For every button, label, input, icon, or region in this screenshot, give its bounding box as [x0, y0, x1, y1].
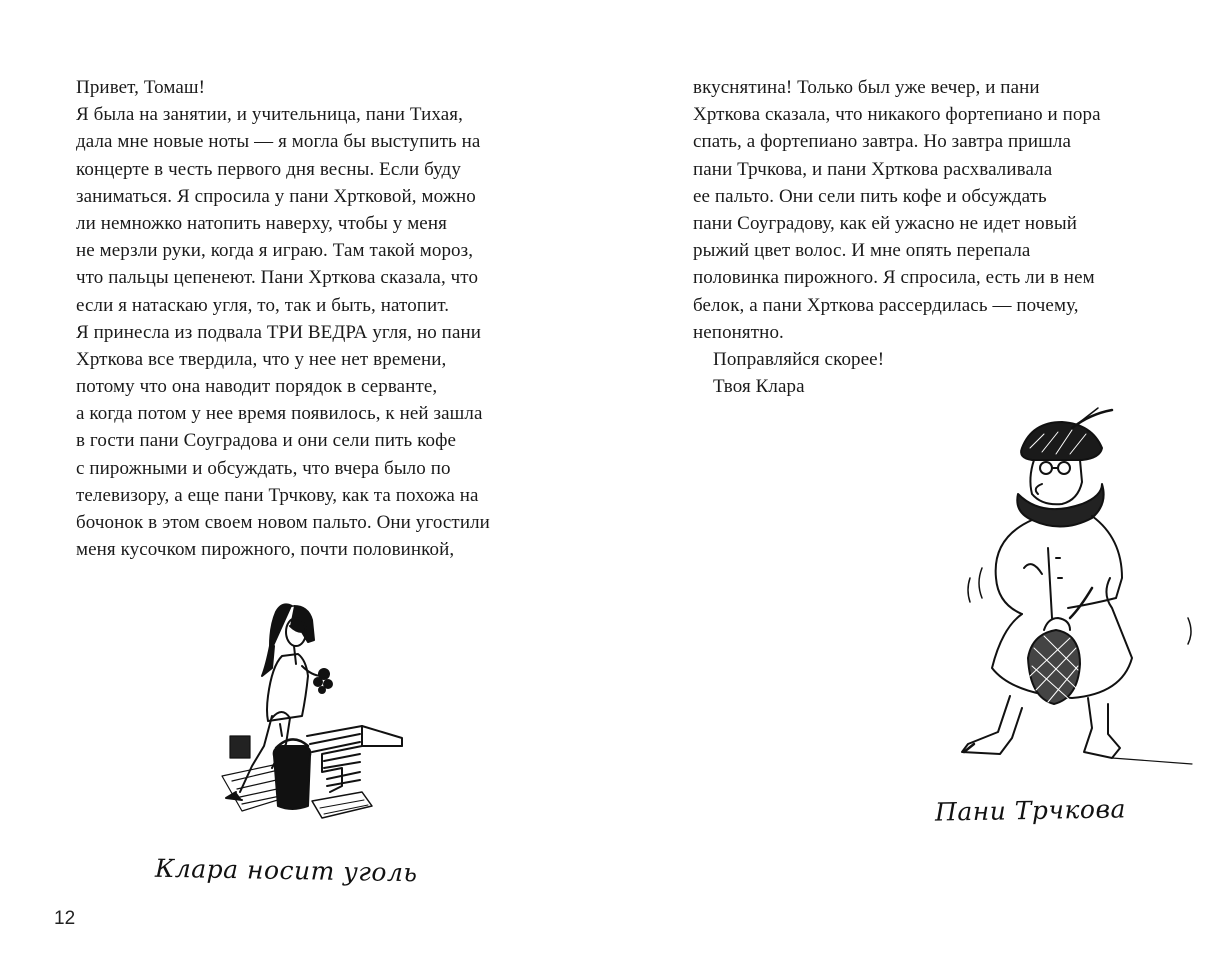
legs-drawing [962, 696, 1192, 764]
text-line: Я принесла из подвала ТРИ ВЕДРА угля, но пани [76, 321, 482, 343]
text-line: меня кусочком пирожного, почти половинкой, [76, 539, 455, 561]
text-line: если я натаскаю угля, то, так и быть, натопит. [76, 294, 450, 316]
illustration-caption-left: Клара носит уголь [154, 853, 418, 888]
text-line: белок, а пани Хртковa рассердилась — почему, [693, 294, 1079, 316]
text-line: рыжий цвет волос. И мне опять перепала [693, 240, 1031, 262]
stairs-drawing [307, 726, 402, 818]
text-line: не мерзли руки, когда я играю. Там такой мороз, [76, 240, 474, 262]
text-line: дала мне новые ноты — я могла бы выступить на [76, 131, 481, 153]
text-line: заниматься. Я спросила у пани Хртковой, можно [76, 185, 476, 207]
right-text-column [693, 74, 1163, 400]
text-line: бочонок в этом своем новом пальто. Они угостили [76, 512, 490, 533]
text-line: в гости пани Соуградова и они сели пить кофе [76, 430, 457, 452]
text-line: непонятно. [693, 321, 784, 343]
text-line: спать, а фортепиано завтра. Но завтра пришла [693, 131, 1071, 153]
pani-trchkova-illustration [952, 408, 1202, 768]
letter-closing: Поправляйся скорее! [713, 348, 885, 370]
text-line: пани Соуградову, как ей ужасно не идет новый [693, 212, 1077, 234]
text-line: ли немножко натопить наверху, чтобы у меня [76, 212, 447, 234]
text-line: что пальцы цепенеют. Пани Хртковa сказала, что [76, 267, 479, 289]
girl-carrying-coal-illustration [212, 596, 412, 836]
text-line: Привет, Томаш! [76, 77, 206, 98]
text-line: телевизору, а еще пани Трчкову, как та похожа на [76, 484, 479, 506]
page-number: 12 [54, 908, 76, 929]
text-line: ее пальто. Они сели пить кофе и обсуждать [693, 185, 1047, 207]
text-line: концерте в честь первого дня весны. Если буду [76, 158, 461, 180]
text-line: а когда потом у нее время появилось, к ней зашла [76, 403, 483, 425]
illustration-caption-right: Пани Трчкова [934, 794, 1127, 827]
text-line: вкуснятина! Только был уже вечер, и пани [693, 77, 1040, 98]
text-line: Хртковa сказала, что никакого фортепиано и пора [693, 104, 1101, 126]
text-line: Я была на занятии, и учительница, пани Тихая, [76, 104, 463, 126]
face-drawing [1030, 460, 1082, 504]
coal-bucket-drawing [274, 739, 311, 809]
left-text-column [76, 74, 546, 563]
text-line: с пирожными и обсуждать, что вчера было по [76, 457, 451, 479]
letter-signature: Твоя Клара [713, 376, 805, 398]
text-line: половинка пирожного. Я спросила, есть ли в нем [693, 267, 1095, 289]
hat-drawing [1021, 408, 1112, 460]
text-line: Хртковa все твердила, что у нее нет времени, [76, 348, 447, 370]
text-line: потому что она наводит порядок в серванте, [76, 376, 438, 398]
text-line: пани Трчкова, и пани Хртковa расхваливала [693, 158, 1053, 180]
